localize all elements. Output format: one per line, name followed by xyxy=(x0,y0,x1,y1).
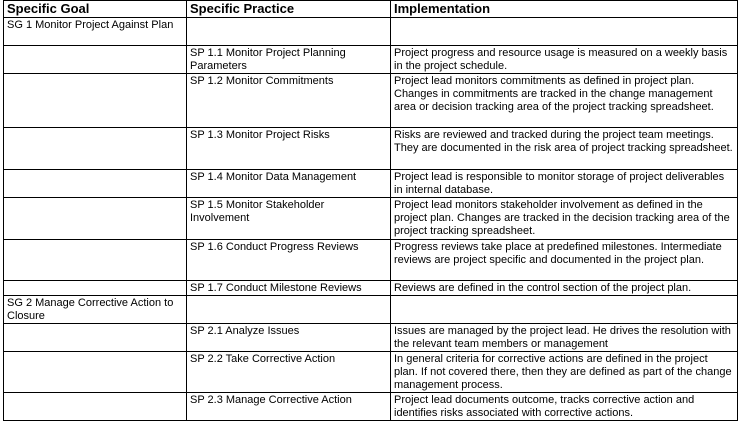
table-row xyxy=(4,128,738,170)
table-row xyxy=(4,170,738,198)
practice-cell xyxy=(187,296,391,324)
goal-cell xyxy=(4,74,187,128)
goal-cell xyxy=(4,352,187,393)
table-row xyxy=(4,324,738,352)
practice-cell: SP 1.2 Monitor Commitments xyxy=(187,74,391,128)
goal-cell xyxy=(4,46,187,74)
goal-cell: SG 1 Monitor Project Against Plan xyxy=(4,18,187,46)
header-specific-goal: Specific Goal xyxy=(4,1,187,18)
goal-cell xyxy=(4,281,187,296)
practice-cell: SP 1.5 Monitor Stakeholder Involvement xyxy=(187,198,391,240)
practice-cell: SP 2.2 Take Corrective Action xyxy=(187,352,391,393)
table-row xyxy=(4,18,738,46)
implementation-cell xyxy=(391,18,738,46)
table-row xyxy=(4,296,738,324)
goal-cell xyxy=(4,324,187,352)
practice-cell: SP 1.1 Monitor Project Planning Parameters xyxy=(187,46,391,74)
implementation-cell: Risks are reviewed and tracked during the project team meetings. They are documented in the risk area of project tracking spreadsheet. xyxy=(391,128,738,170)
implementation-cell: Project lead monitors commitments as defined in project plan. Changes in commitments are tracked in the change management area or decision tracking area of the project tracking spreadsheet. xyxy=(391,74,738,128)
table-row xyxy=(4,281,738,296)
specific-practices-table xyxy=(3,0,738,421)
practice-cell: SP 1.4 Monitor Data Management xyxy=(187,170,391,198)
implementation-cell: Project lead is responsible to monitor storage of project deliverables in internal database. xyxy=(391,170,738,198)
goal-cell xyxy=(4,393,187,421)
goal-cell xyxy=(4,198,187,240)
practice-cell: SP 2.3 Manage Corrective Action xyxy=(187,393,391,421)
table-row xyxy=(4,46,738,74)
table-row xyxy=(4,198,738,240)
practice-cell: SP 1.6 Conduct Progress Reviews xyxy=(187,240,391,281)
implementation-cell: Progress reviews take place at predefined milestones. Intermediate reviews are project specific and documented in the project plan. xyxy=(391,240,738,281)
practice-cell: SP 2.1 Analyze Issues xyxy=(187,324,391,352)
table-row xyxy=(4,393,738,421)
goal-cell xyxy=(4,170,187,198)
header-specific-practice: Specific Practice xyxy=(187,1,391,18)
implementation-cell: In general criteria for corrective actions are defined in the project plan. If not covered there, then they are defined as part of the change management process. xyxy=(391,352,738,393)
practice-cell xyxy=(187,18,391,46)
goal-cell xyxy=(4,128,187,170)
table-row xyxy=(4,240,738,281)
implementation-cell: Issues are managed by the project lead. He drives the resolution with the relevant team members or management xyxy=(391,324,738,352)
header-implementation: Implementation xyxy=(391,1,738,18)
practice-cell: SP 1.7 Conduct Milestone Reviews xyxy=(187,281,391,296)
practice-cell: SP 1.3 Monitor Project Risks xyxy=(187,128,391,170)
implementation-cell xyxy=(391,296,738,324)
implementation-cell: Project progress and resource usage is measured on a weekly basis in the project schedule. xyxy=(391,46,738,74)
table-row xyxy=(4,74,738,128)
goal-cell xyxy=(4,240,187,281)
table-row xyxy=(4,352,738,393)
implementation-cell: Reviews are defined in the control section of the project plan. xyxy=(391,281,738,296)
goal-cell: SG 2 Manage Corrective Action to Closure xyxy=(4,296,187,324)
implementation-cell: Project lead monitors stakeholder involvement as defined in the project plan. Changes are tracked in the decision tracking area of the project tracking spreadsheet. xyxy=(391,198,738,240)
implementation-cell: Project lead documents outcome, tracks corrective action and identifies risks associated with corrective actions. xyxy=(391,393,738,421)
header-row xyxy=(4,1,738,18)
